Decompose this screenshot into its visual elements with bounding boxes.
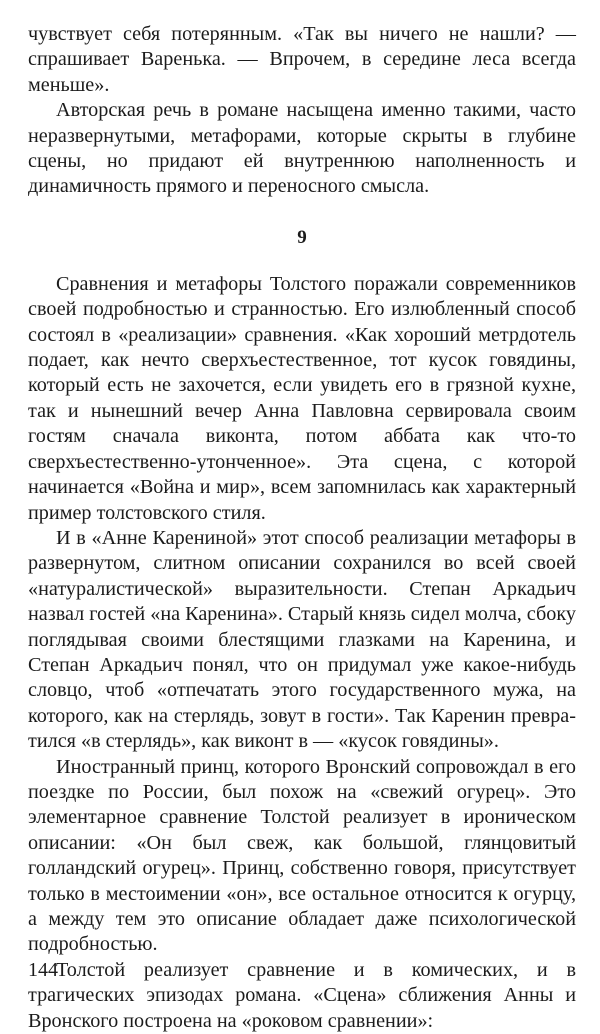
paragraph-continuation: чувствует себя потерянным. «Так вы ничего не нашли? — спрашивает Варенька. — Впрочем, в середине леса всегда меньше». [28, 23, 576, 96]
paragraph-tragic-episodes: Толстой реализует сравнение и в комических, и в трагических эпизодах романа. «Сцена» сближения Анны и Вронского построена на «роковом сравнении»: [28, 958, 576, 1032]
paragraph-comparisons: Сравнения и метафоры Толстого поражали современников своей подробностью и странностью. Его излюбленный способ состоял в «реализации» сравнения. «Как хороший метрдотель подает, как нечто сверхъестественное, тот кусок говядины, который есть не захочется, если увидеть его в грязной кухне, так и нынешний вечер Анна Павловна сервировала своим гостям сначала виконта, потом аббата как что-то сверхъестественно-утонченное». Эта сцена, с которой начинается «Война и мир», всем запомнилась как характерный пример толстовского стиля. [28, 272, 576, 524]
paragraph-foreign-prince: Иностранный принц, которого Вронский сопровождал в его поездке по России, был похож на «свежий огурец». Это элементарное сравнение Толстой реализует в ироническом описании: «Он был свеж, как большой, глянцовитый голландский огурец». Принц, собственно говоря, присутствует только в местоимении «он», все остальное относится к огурцу, а между тем это описание обладает даже психологической подробностью. [28, 755, 576, 956]
paragraph-author-speech: Авторская речь в романе насыщена именно такими, часто неразвернутыми, метафорами, которые скрыты в глубине сцены, но придают ей внутреннюю наполненность и динамичность прямого и переносного смысла. [28, 99, 576, 198]
page-number: 144 [28, 959, 58, 981]
book-page [28, 22, 576, 1034]
paragraph-anna-karenina: И в «Анне Карениной» этот способ реализации метафоры в развернутом, слитном описании сохранился во всей своей «натуралистической» выразительности. Степан Аркадьич назвал гостей «на Каренина». Старый князь сидел молча, сбоку поглядывая своими блестящими глазками на Каренина, и Степан Аркадьич понял, что он придумал уже какое-нибудь словцо, чтоб «отпечатать этого государственного мужа, на которого, как на стерлядь, зовут в гости». Так Каренин превратился «в стерлядь», как виконт в — «кусок говядины». [28, 526, 576, 753]
section-number: 9 [297, 226, 307, 248]
